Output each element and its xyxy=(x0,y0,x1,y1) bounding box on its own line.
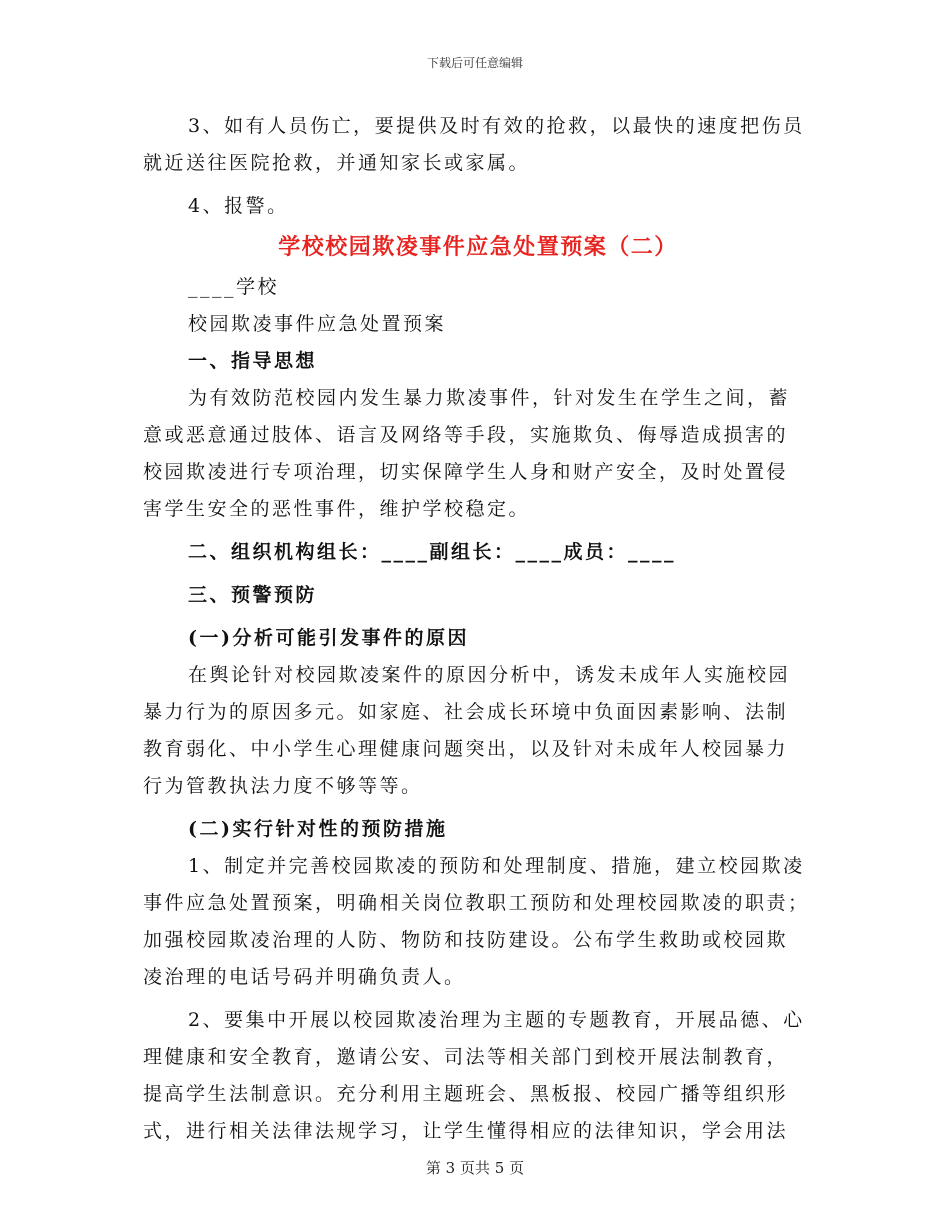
subsection1-line: 行为管教执法力度不够等等。 xyxy=(143,775,423,797)
measure2-line: 提高学生法制意识。充分利用主题班会、黑板报、校园广播等组织形 xyxy=(143,1083,789,1105)
document-body xyxy=(143,108,813,1150)
document-title: 学校校园欺凌事件应急处置预案（二） xyxy=(278,234,678,260)
section1-heading: 一、指导思想 xyxy=(188,350,318,372)
subsection1-line: 在舆论针对校园欺凌案件的原因分析中，诱发未成年人实施校园 xyxy=(188,664,791,686)
section2-heading: 二、组织机构组长：____副组长：____成员：____ xyxy=(188,541,677,563)
section1-line: 校园欺凌进行专项治理，切实保障学生人身和财产安全，及时处置侵 xyxy=(143,461,789,483)
measure2-line: 式，进行相关法律法规学习，让学生懂得相应的法律知识，学会用法 xyxy=(143,1120,789,1142)
measure2-line: 2、要集中开展以校园欺凌治理为主题的专题教育，开展品德、心 xyxy=(188,1009,805,1031)
prev-item4: 4、报警。 xyxy=(188,195,289,217)
prev-item3-line2: 就近送往医院抢救，并通知家长或家属。 xyxy=(143,152,531,174)
header-note: 下载后可任意编辑 xyxy=(426,56,523,70)
prev-item3-line1: 3、如有人员伤亡，要提供及时有效的抢救，以最快的速度把伤员 xyxy=(188,115,805,137)
measure1-line: 加强校园欺凌治理的人防、物防和技防建设。公布学生救助或校园欺 xyxy=(143,929,789,951)
measure1-line: 凌治理的电话号码并明确负责人。 xyxy=(143,966,466,988)
school-line: ____学校 xyxy=(188,276,280,298)
doc-name: 校园欺凌事件应急处置预案 xyxy=(188,313,447,335)
subsection1-heading: (一)分析可能引发事件的原因 xyxy=(188,627,469,649)
measure1-line: 事件应急处置预案，明确相关岗位教职工预防和处理校园欺凌的职责； xyxy=(143,892,810,914)
page-footer: 第 3 页共 5 页 xyxy=(425,1159,525,1177)
subsection2-heading: (二)实行针对性的预防措施 xyxy=(188,818,448,840)
section1-line: 害学生安全的恶性事件，维护学校稳定。 xyxy=(143,498,531,520)
subsection1-line: 教育弱化、中小学生心理健康问题突出，以及针对未成年人校园暴力 xyxy=(143,738,789,760)
section1-line: 为有效防范校园内发生暴力欺凌事件，针对发生在学生之间，蓄 xyxy=(188,387,791,409)
section3-heading: 三、预警预防 xyxy=(188,584,318,606)
measure2-line: 理健康和安全教育，邀请公安、司法等相关部门到校开展法制教育， xyxy=(143,1046,789,1068)
section1-line: 意或恶意通过肢体、语言及网络等手段，实施欺负、侮辱造成损害的 xyxy=(143,424,789,446)
subsection1-line: 暴力行为的原因多元。如家庭、社会成长环境中负面因素影响、法制 xyxy=(143,701,789,723)
measure1-line: 1、制定并完善校园欺凌的预防和处理制度、措施，建立校园欺凌 xyxy=(188,855,805,877)
